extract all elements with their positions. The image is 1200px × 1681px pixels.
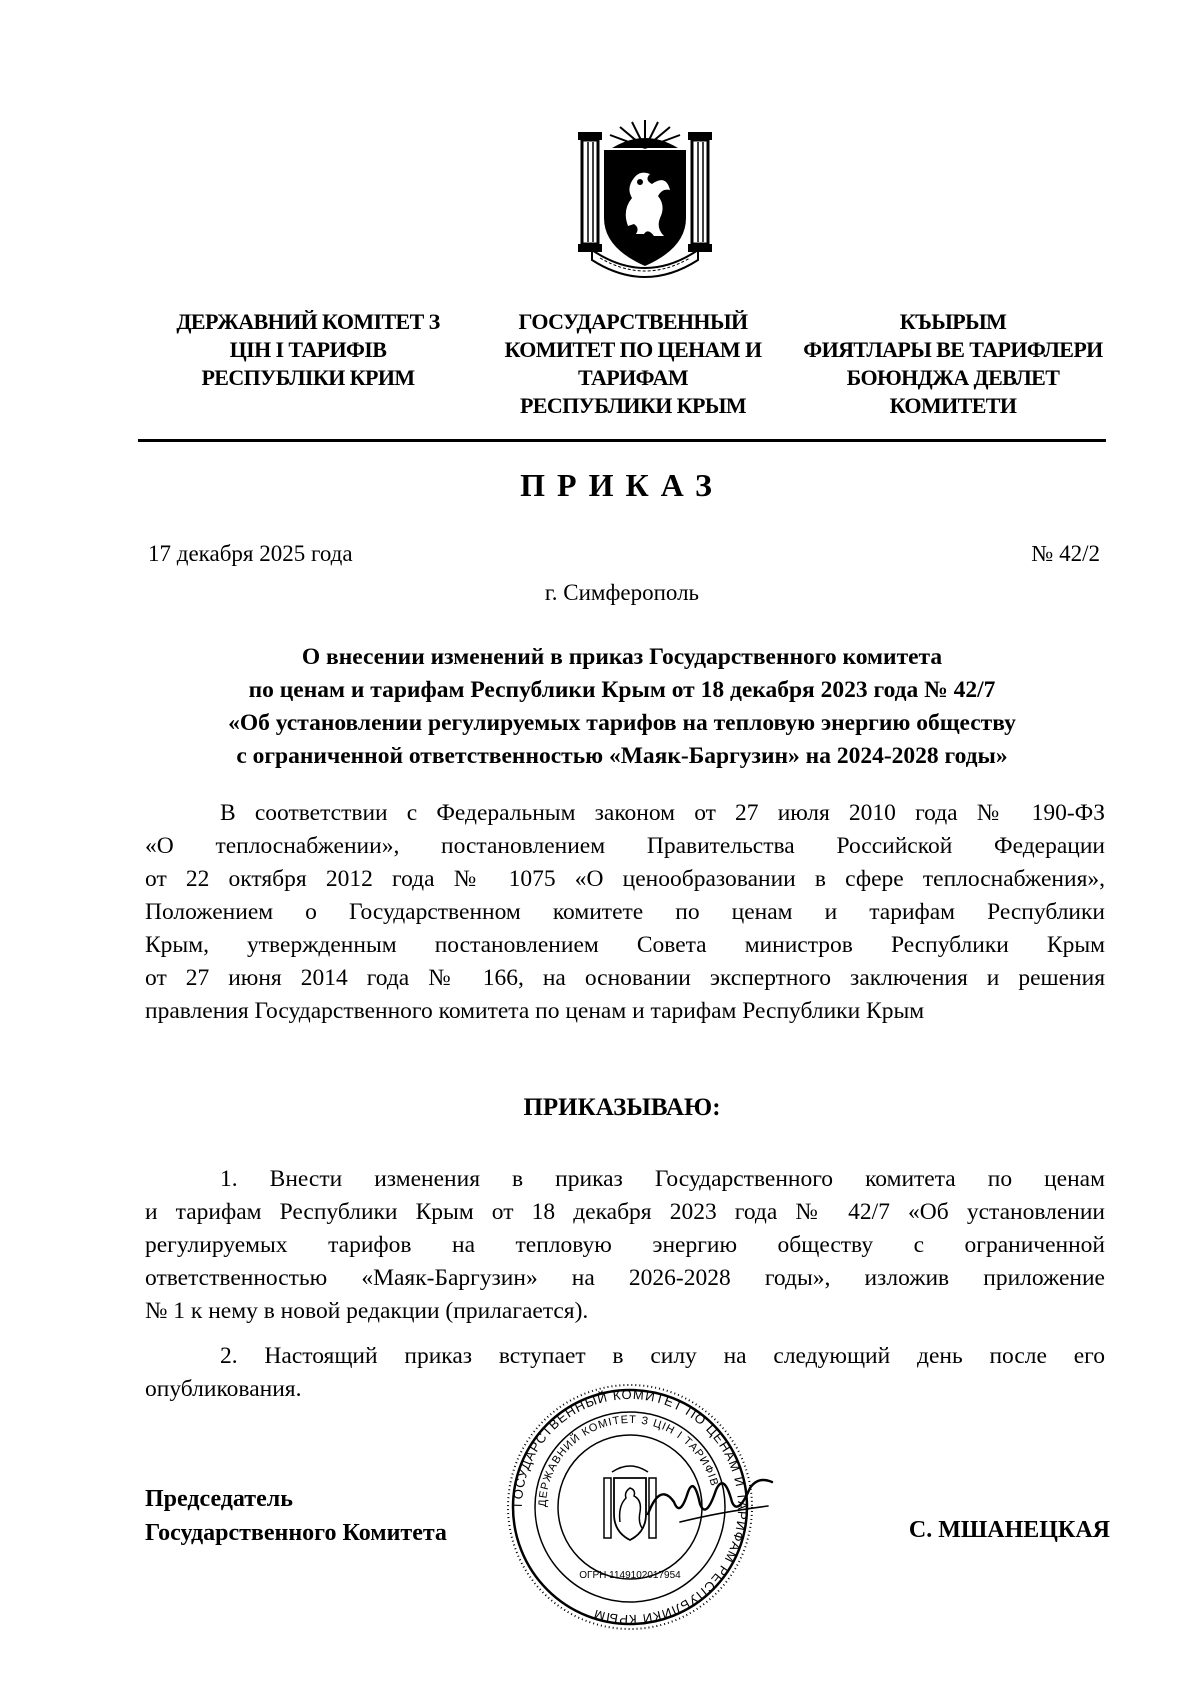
svg-text:ДЕРЖАВНИЙ КОМІТЕТ З ЦІН І ТАРИ: ДЕРЖАВНИЙ КОМІТЕТ З ЦІН І ТАРИФІВ xyxy=(536,1413,721,1508)
org-name-crimean-tatar: КЪЫРЫМ ФИЯТЛАРЫ ВЕ ТАРИФЛЕРИ БОЮНДЖА ДЕВЛЕТ КОМИТЕТИ xyxy=(803,309,1103,418)
signatory-position: Председатель Государственного Комитета xyxy=(145,1486,447,1546)
document-city: г. Симферополь xyxy=(544,580,700,605)
order-heading: ПРИКАЗЫВАЮ: xyxy=(523,1094,721,1121)
order-item-1: 1. Внести изменения в приказ Государственного комитета по ценам и тарифам Республики Крым от 18 декабря 2023 года № 42/7 «Об установлении регулируемых тарифов на тепловую энергию обществу с ограниченной ответственностью «Маяк-Баргузин» на 2026-2028 годы», изложив приложение № 1 к нему в новой редакции (прилагается). xyxy=(145,1166,1105,1324)
org-name-russian: ГОСУДАРСТВЕННЫЙ КОМИТЕТ ПО ЦЕНАМ И ТАРИФАМ РЕСПУБЛИКИ КРЫМ xyxy=(504,309,762,418)
svg-text:ОГРН 1149102017954: ОГРН 1149102017954 xyxy=(579,1570,681,1581)
header-divider xyxy=(138,439,1106,442)
signatory-name: С. МШАНЕЦКАЯ xyxy=(908,1517,1110,1543)
svg-text:ГОСУДАРСТВЕННЫЙ КОМИТЕТ ПО ЦЕН: ГОСУДАРСТВЕННЫЙ КОМИТЕТ ПО ЦЕНАМ И ТАРИФАМ РЕСПУБЛИКИ КРЫМ xyxy=(509,1386,751,1628)
document-date: 17 декабря 2025 года xyxy=(148,541,353,566)
crimea-coat-of-arms-icon xyxy=(570,118,720,280)
org-name-ukrainian: ДЕРЖАВНИЙ КОМІТЕТ З ЦІН І ТАРИФІВ РЕСПУБЛІКИ КРИМ xyxy=(176,309,440,390)
document-title: ПРИКАЗ xyxy=(520,467,724,503)
preamble-paragraph: В соответствии с Федеральным законом от 27 июля 2010 года № 190-ФЗ «О теплоснабжении», постановлением Правительства Российской Федерации от 22 октября 2012 года № 1075 «О ценообразовании в сфере теплоснабжения», Положением о Государственном комитете по ценам и тарифам Республики Крым, утвержденным постановлением Совета министров Республики Крым от 27 июня 2014 года № 166, на основании экспертного заключения и решения правления Государственного комитета по ценам и тарифам Республики Крым xyxy=(145,800,1105,1024)
document-number: № 42/2 xyxy=(1031,541,1100,566)
handwritten-signature-icon xyxy=(640,1462,780,1532)
order-item-2: 2. Настоящий приказ вступает в силу на следующий день после его опубликования. xyxy=(145,1343,1105,1402)
document-subject: О внесении изменений в приказ Государственного комитета по ценам и тарифам Республики Крым от 18 декабря 2023 года № 42/7 «Об установлении регулируемых тарифов на тепловую энергию обществу с ограниченной ответственностью «Маяк-Баргузин» на 2024-2028 годы» xyxy=(228,644,1016,769)
